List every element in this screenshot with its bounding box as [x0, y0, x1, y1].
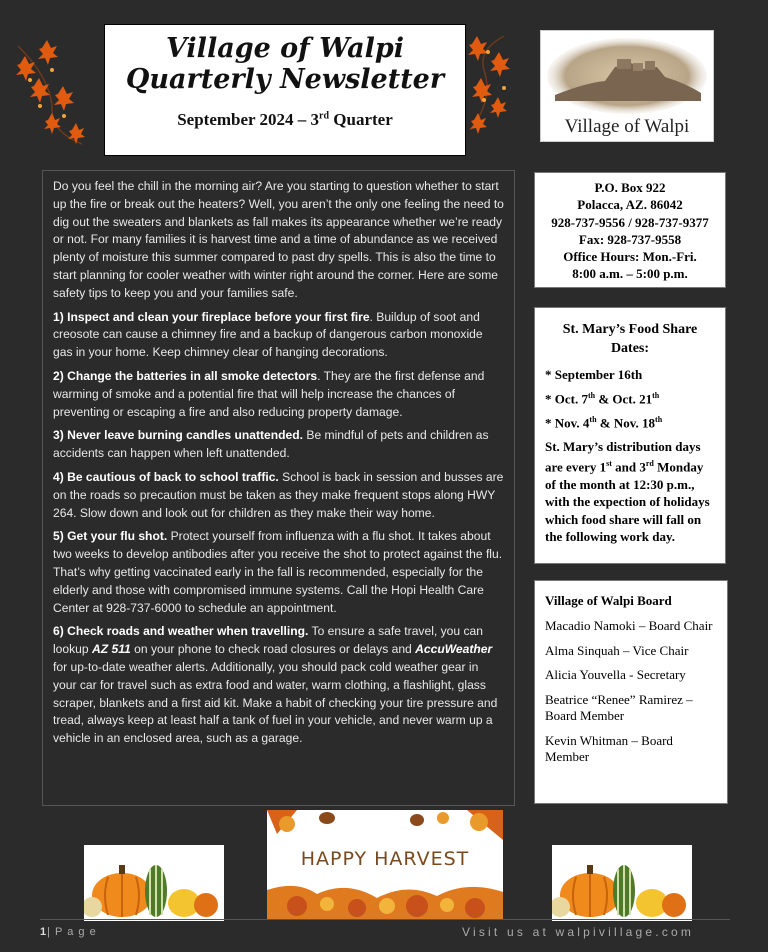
- board-title: Village of Walpi Board: [545, 593, 672, 608]
- autumn-leaves-right-image: [464, 30, 552, 140]
- edition-label: September 2024 – 3rd Quarter: [177, 110, 393, 129]
- pumpkins-left-image: [84, 845, 224, 921]
- contact-info-box: [534, 172, 726, 288]
- footer-website: Visit us at walpivillage.com: [462, 925, 695, 939]
- board-member: Alma Sinquah – Vice Chair: [545, 642, 689, 658]
- food-share-box: [534, 307, 726, 564]
- newsletter-title-box: [104, 24, 466, 156]
- title-line-1: Village of Walpi: [165, 33, 405, 64]
- village-board-box: [534, 580, 728, 804]
- contact-city: Polacca, AZ. 86042: [577, 197, 683, 213]
- page-number: 1| P a g e: [40, 926, 97, 938]
- board-member: Macadio Namoki – Board Chair: [545, 618, 713, 633]
- food-share-date: * Nov. 4th & Nov. 18th: [545, 415, 663, 431]
- contact-phone: 928-737-9556 / 928-737-9377: [551, 214, 709, 230]
- walpi-mesa-image: [545, 37, 709, 115]
- board-member: Alicia Youvella - Secretary: [545, 667, 686, 682]
- pumpkins-right-image: [552, 845, 692, 921]
- board-member: Kevin Whitman – Board Member: [545, 732, 673, 764]
- safety-tips-article: [42, 170, 515, 806]
- tip-1: 1) Inspect and clean your fireplace before your first fire. Buildup of soot and creosote can cause a chimney fire and a backup of dangerous carbon monoxide gas in your home. Keep chimney clear of hanging decorations.: [53, 309, 483, 360]
- title-line-2: Quarterly Newsletter: [125, 64, 445, 95]
- tip-4: 4) Be cautious of back to school traffic. School is back in session and busses are on the roads so precaution must be taken as they make frequent stops along HWY 264. Slow down and look out for children as they make their way home.: [53, 469, 504, 520]
- tip-5: 5) Get your flu shot. Protect yourself from influenza with a flu shot. It takes about two weeks to develop antibodies after you receive the shot to protect against the flu. That’s why getting vaccinated early in the fall is recommended, especially for the elderly and those with compromised immune systems. Call the Hopi Health Care Center at 928-737-6000 to schedule an appointment.: [53, 529, 503, 615]
- board-member: Beatrice “Renee” Ramirez – Board Member: [545, 691, 693, 723]
- contact-office-hours: Office Hours: Mon.-Fri.: [563, 249, 697, 265]
- contact-po-box: P.O. Box 922: [594, 180, 666, 195]
- intro-paragraph: Do you feel the chill in the morning air? Are you starting to question whether to start up the fire or break out the heaters? Well, you aren’t the only one feeling the need to dig out the sweaters and blankets as fall makes its appearance whether we’re ready or not. For many families it is harvest time and a time of abundance as we received plenty of moisture this summer compared to past dry spells. This is also the time to start planning for cooler weather with winter right around the corner. Here are some safety tips to keep you and your families safe.: [53, 179, 504, 300]
- contact-fax: Fax: 928-737-9558: [578, 231, 682, 247]
- tip-6: 6) Check roads and weather when travelling. To ensure a safe travel, you can lookup AZ 511 on your phone to check road closures or delays and AccuWeather for up-to-date weather alerts. Additionally, you should pack cold weather gear in your car for travel such as extra food and water, warm clothing, a flashlight, glass scraper, blankets and a first aid kit. Make a habit of checking your tire pressure and tread, always keep at least half a tank of fuel in your vehicle, and never warm up a vehicle in an enclosed area, such as a garage.: [53, 624, 498, 746]
- happy-harvest-text: HAPPY HARVEST: [300, 848, 470, 870]
- walpi-logo: [540, 30, 714, 142]
- autumn-leaves-left-image: [12, 40, 100, 150]
- food-share-date: * September 16th: [545, 367, 643, 382]
- tip-2: 2) Change the batteries in all smoke detectors. They are the first defense and warming of smoke and a potential fire that will help increase the chances of preventing or escaping a fire and also reducing property damage.: [53, 368, 485, 419]
- contact-hours-time: 8:00 a.m. – 5:00 p.m.: [572, 266, 688, 282]
- food-share-description: St. Mary’s distribution days are every 1st and 3rd Monday of the month at 12:30 p.m., with the expection of holidays which food share will fall on the following work day.: [545, 438, 710, 545]
- happy-harvest-banner: [267, 810, 503, 920]
- footer-divider: [40, 919, 730, 920]
- logo-caption: Village of Walpi: [564, 116, 690, 137]
- food-share-title: St. Mary’s Food Share Dates:: [562, 322, 698, 356]
- tip-3: 3) Never leave burning candles unattended. Be mindful of pets and children as accidents can happen when left unattended.: [53, 428, 489, 461]
- food-share-date: * Oct. 7th & Oct. 21th: [545, 391, 660, 407]
